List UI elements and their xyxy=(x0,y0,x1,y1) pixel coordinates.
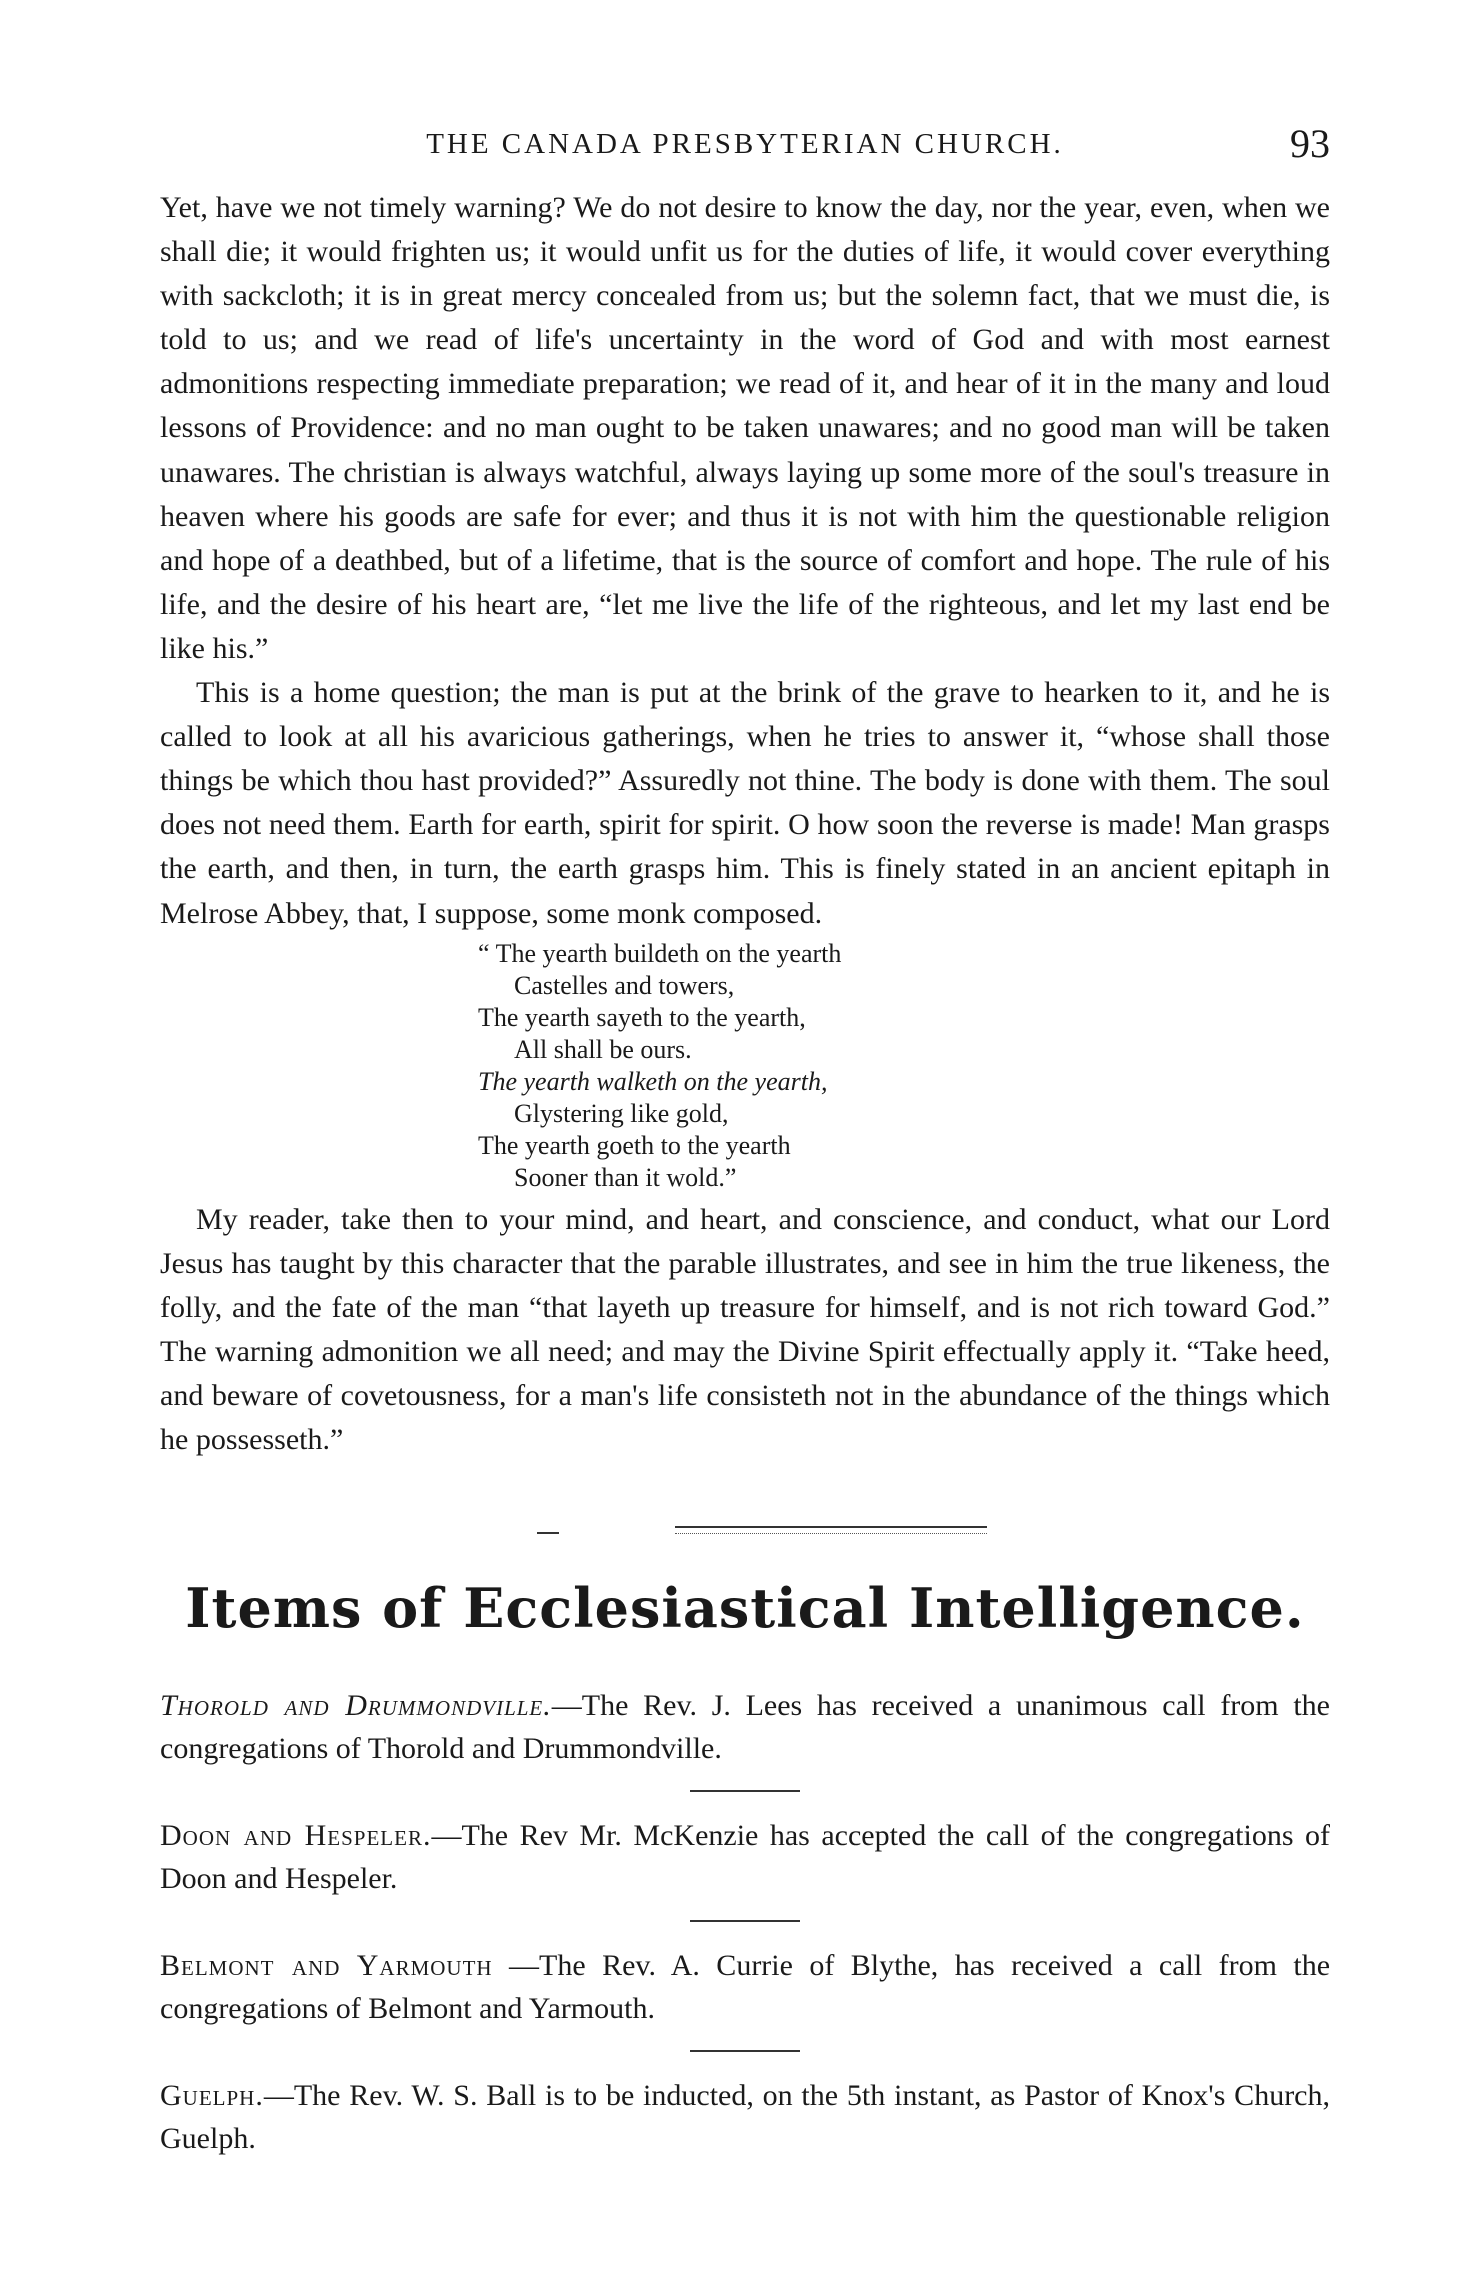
epitaph-poem xyxy=(478,938,1330,1194)
page-number: 93 xyxy=(1290,121,1330,166)
section-divider xyxy=(160,1480,1330,1570)
paragraph: My reader, take then to your mind, and heart, and conscience, and conduct, what our Lord Jesus has taught by this character that the parable illustrates, and see in him the true likeness, the folly, and the fate of the man “that layeth up treasure for himself, and is not rich toward God.” The warning admonition we all need; and may the Divine Spirit effectually apply it. “Take heed, and beware of covetousness, for a man's life consisteth not in the abundance of the things which he possesseth.” xyxy=(160,1202,1330,1457)
poem-line: Glystering like gold, xyxy=(514,1098,729,1128)
poem-line: Castelles and towers, xyxy=(514,970,735,1000)
item-text: —The Rev. W. S. Ball is to be inducted, on the 5th instant, as Pastor of Knox's Church, Guelph. xyxy=(160,2079,1330,2156)
divider-rule xyxy=(675,1526,987,1534)
poem-line: “ The yearth buildeth on the yearth xyxy=(478,938,842,968)
paragraph: Yet, have we not timely warning? We do not desire to know the day, nor the year, even, when we shall die; it would frighten us; it would unfit us for the duties of life, it would cover everything with sackcloth; it is in great mercy concealed from us; but the solemn fact, that we must die, is told to us; and we read of life's uncertainty in the word of God and with most earnest admonitions respecting immediate preparation; we read of it, and hear of it in the many and loud lessons of Providence: and no man ought to be taken unawares; and no good man will be taken unawares. The christian is always watchful, always laying up some more of the soul's treasure in heaven where his goods are safe for ever; and thus it is not with him the questionable religion and hope of a deathbed, but of a lifetime, that is the source of comfort and hope. The rule of his life, and the desire of his heart are, “let me live the life of the righteous, and let my last end be like his.” xyxy=(160,191,1330,665)
item-divider xyxy=(690,1920,800,1922)
divider-dash xyxy=(537,1532,559,1534)
running-title: THE CANADA PRESBYTERIAN CHURCH. xyxy=(426,128,1064,160)
news-item xyxy=(160,1944,1330,2030)
item-text: —The Rev Mr. McKenzie has accepted the call of the congregations of Doon and Hespeler. xyxy=(160,1819,1331,1896)
item-divider xyxy=(690,2050,800,2052)
page xyxy=(160,118,1330,2160)
item-place: Doon and Hespeler. xyxy=(160,1819,432,1853)
news-item xyxy=(160,2074,1330,2160)
paragraph: This is a home question; the man is put at the brink of the grave to hearken to it, and he is called to look at all his avaricious gatherings, when he tries to answer it, “whose shall those things be which thou hast provided?” Assuredly not thine. The body is done with them. The soul does not need them. Earth for earth, spirit for spirit. O how soon the reverse is made! Man grasps the earth, and then, in turn, the earth grasps him. This is finely stated in an ancient epitaph in Melrose Abbey, that, I suppose, some monk composed. xyxy=(160,676,1330,930)
poem-line: All shall be ours. xyxy=(514,1034,692,1064)
item-text: —The Rev. J. Lees has received a unanimous call from the congregations of Thorold and Drummondville. xyxy=(160,1689,1330,1766)
poem-line: The yearth walketh on the yearth, xyxy=(478,1066,828,1096)
item-divider xyxy=(690,1790,800,1792)
item-text: —The Rev. A. Currie of Blythe, has received a call from the congregations of Belmont and Yarmouth. xyxy=(160,1949,1331,2026)
section-title: Items of Ecclesiastical Intelligence. xyxy=(185,1576,1305,1641)
news-item xyxy=(160,1814,1330,1900)
article-body xyxy=(160,186,1330,1462)
item-place: Guelph. xyxy=(160,2079,264,2113)
item-place: Belmont and Yarmouth xyxy=(160,1949,493,1983)
poem-line: The yearth goeth to the yearth xyxy=(478,1130,791,1160)
running-head xyxy=(160,118,1330,168)
poem-line: The yearth sayeth to the yearth, xyxy=(478,1002,806,1032)
item-place: Thorold and Drummondville. xyxy=(160,1689,552,1723)
poem-line: Sooner than it wold.” xyxy=(514,1162,737,1192)
news-item xyxy=(160,1684,1330,1770)
